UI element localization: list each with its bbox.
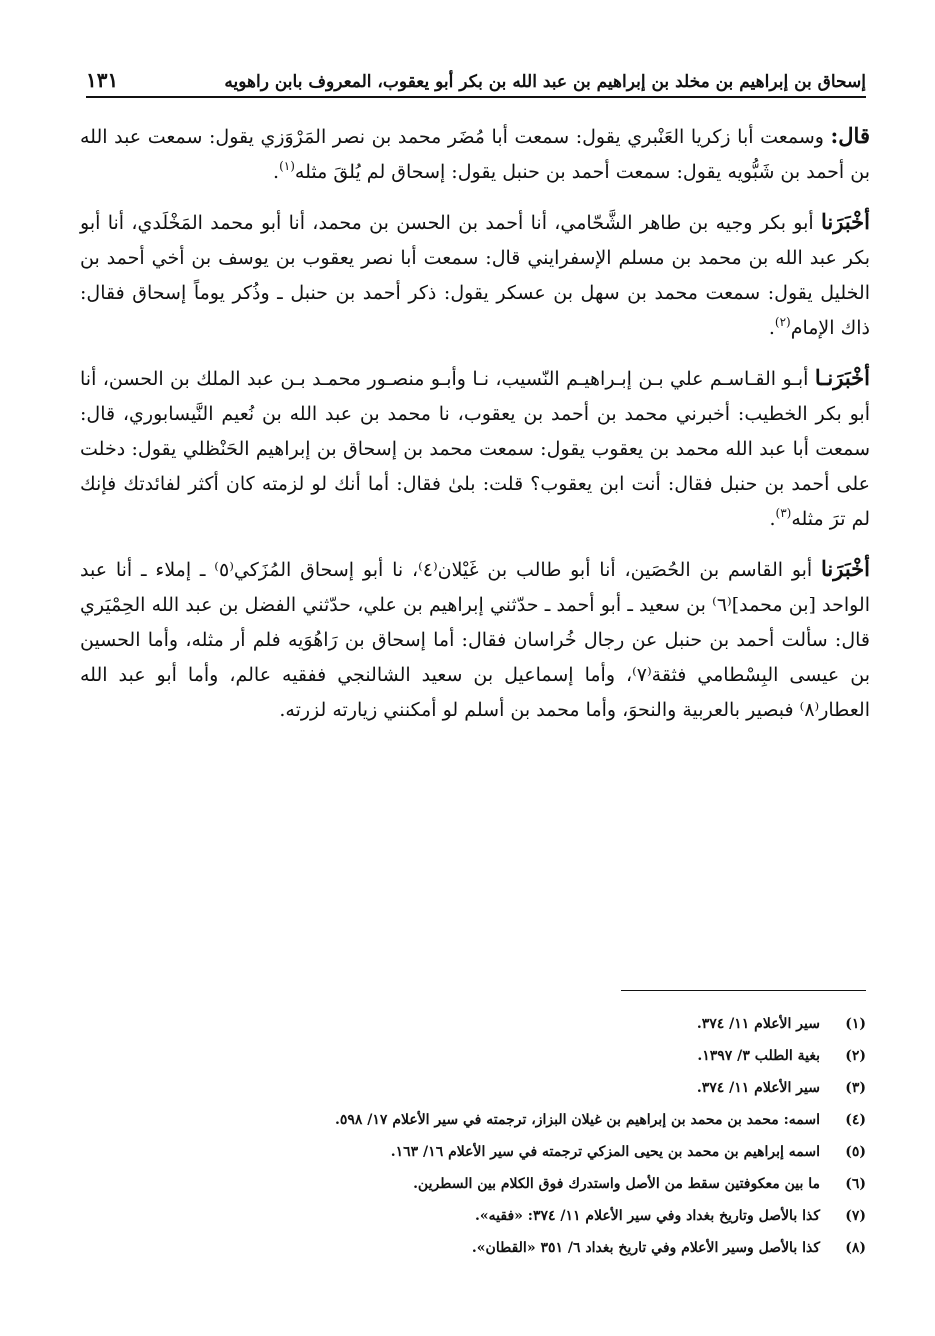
paragraph-end: . (279, 699, 286, 721)
running-title: إسحاق بن إبراهيم بن مخلد بن إبراهيم بن عبد الله بن بكر أبو يعقوب، المعروف بابن راهويه (224, 72, 866, 92)
footnote-number: (٥) (845, 1144, 866, 1160)
paragraph-text: أبو القاسم بن الحُصَين، أنا أبو طالب بن غَيْلان⁽٤⁾، نا أبو إسحاق المُزَكي⁽٥⁾ ـ إملاء ـ أنا عبد الواحد [بن محمد]⁽٦⁾ بن سعيد ـ أبو أحمد ـ حدّثني إبراهيم بن علي، حدّثني الفضل بن عبد الله الحِمْيَري قال: سألت أحمد بن حنبل عن رجال خُراسان فقال: أما إسحاق بن رَاهُوَيه فلم أر مثله، وأما الحسين بن عيسى البِسْطامي فثقة⁽٧⁾، وأما إسماعيل بن سعيد الشالنجي ففقيه عالم، وأما أبو عبد الله العطار⁽٨⁾ فبصير بالعربية والنحوَ، وأما محمد بن أسلم لو أمكنني زيارته لزرته (80, 559, 871, 721)
footnote-item (80, 1232, 866, 1264)
footnote-text: بغية الطلب ٣/ ١٣٩٧. (697, 1048, 820, 1064)
running-header (86, 56, 866, 92)
paragraph-4 (80, 551, 870, 728)
paragraph-text: أبـو القـاسـم علي بـن إبـراهيـم النّسيب، نـا وأبـو منصـور محمـد بـن عبد الملك بن الحسن، أنا أبو بكر الخطيب: أخبرني محمد بن أحمد بن يعقوب، نا محمد بن عبد الله بن نُعيم النَّيسابوري، قال: سمعت أبا عبد الله محمد بن يعقوب يقول: سمعت محمد بن إسحاق بن إبراهيم الحَنْظلي يقول: دخلت على أحمد بن حنبل فقال: أنت ابن يعقوب؟ قلت: بلىٰ فقال: أما أنك لو لزمته كان أكثر لفائدتك فإنك لم ترَ مثله (80, 368, 870, 530)
footnote-number: (٣) (845, 1080, 866, 1096)
footnote-text: كذا بالأصل وسير الأعلام وفي تاريخ بغداد ٦/ ٣٥١ «القطان». (471, 1240, 820, 1256)
paragraph-end: . (273, 161, 280, 183)
footnote-text: اسمه: محمد بن محمد بن إبراهيم بن غيلان البزاز، ترجمته في سير الأعلام ١٧/ ٥٩٨. (334, 1112, 820, 1128)
page-number: ١٣١ (86, 68, 119, 92)
footnote-number: (٢) (845, 1048, 866, 1064)
footnote-item (80, 1008, 866, 1040)
footnote-item (80, 1104, 866, 1136)
footnote-text: كذا بالأصل وتاريخ بغداد وفي سير الأعلام ١١/ ٣٧٤: «فقيه». (475, 1208, 820, 1224)
footnote-ref: (٣) (775, 506, 792, 520)
header-rule (86, 96, 866, 98)
footnote-item (80, 1200, 866, 1232)
paragraph-2 (80, 204, 870, 346)
footnote-item (80, 1168, 866, 1200)
footnote-text: سير الأعلام ١١/ ٣٧٤. (696, 1016, 820, 1032)
footnotes (80, 1008, 866, 1264)
paragraph-1 (80, 118, 870, 190)
footnote-item (80, 1136, 866, 1168)
paragraph-lead: أخْبَرَنـا (814, 365, 870, 390)
paragraph-lead: أخْبَرَنا (821, 556, 870, 581)
footnote-number: (٤) (845, 1112, 866, 1128)
footnote-ref: (١) (279, 159, 295, 173)
footnote-number: (١) (845, 1016, 866, 1032)
footnote-number: (٨) (845, 1240, 866, 1256)
paragraph-text: وسمعت أبا زكريا العَنْبري يقول: سمعت أبا مُضَر محمد بن نصر المَرْوَزي يقول: سمعت عبد الله بن أحمد بن شَبُّويه يقول: سمعت أحمد بن حنبل يقول: إسحاق لم يُلقَ مثله (80, 126, 870, 183)
footnote-ref: (٢) (774, 315, 791, 329)
footnote-number: (٧) (845, 1208, 866, 1224)
footnote-item (80, 1072, 866, 1104)
paragraph-end: . (769, 508, 776, 530)
footnote-text: اسمه إبراهيم بن محمد بن يحيى المزكي ترجمته في سير الأعلام ١٦/ ١٦٣. (390, 1144, 820, 1160)
footnote-number: (٦) (845, 1176, 866, 1192)
footnote-item (80, 1040, 866, 1072)
main-text (80, 118, 870, 742)
footnote-rule (621, 990, 866, 991)
paragraph-end: . (768, 317, 775, 339)
paragraph-text: أبو بكر وجيه بن طاهر الشَّحّامي، أنا أحمد بن الحسن بن محمد، أنا أبو محمد المَخْلَدي، أنا أبو بكر عبد الله بن محمد بن مسلم الإسفرايني قال: سمعت أبا نصر يعقوب بن يوسف بن أخي أحمد بن الخليل يقول: سمعت محمد بن سهل بن عسكر يقول: ذكر أحمد بن حنبل ـ وذُكر يوماً إسحاق فقال: ذاك الإمام (80, 212, 870, 339)
footnote-text: ما بين معكوفتين سقط من الأصل واستدرك فوق الكلام بين السطرين. (413, 1176, 820, 1192)
paragraph-lead: أخْبَرَنا (821, 209, 870, 234)
footnote-text: سير الأعلام ١١/ ٣٧٤. (696, 1080, 820, 1096)
paragraph-3 (80, 360, 870, 537)
paragraph-lead: قال: (830, 123, 870, 148)
